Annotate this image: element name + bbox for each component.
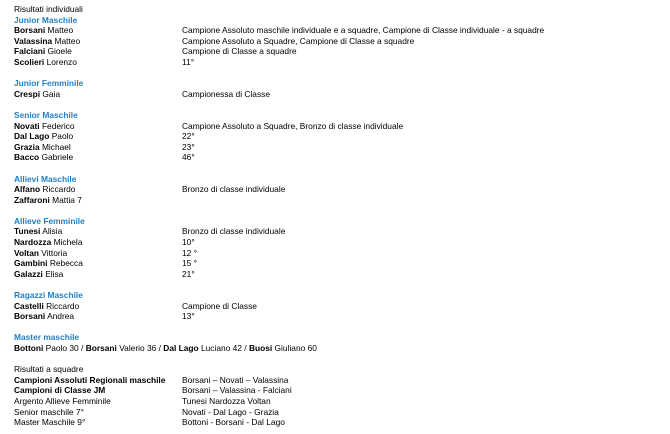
athlete-first-name: Vittoria	[41, 247, 68, 258]
master-results-line	[14, 343, 664, 354]
athlete-result: Campione di Classe	[182, 300, 257, 311]
master-detail: Giuliano 60	[274, 343, 317, 353]
team-label: Senior maschile 7°	[14, 406, 84, 417]
section-title: Allievi Maschile	[14, 173, 77, 184]
section-gap	[14, 322, 664, 333]
athlete-row	[14, 46, 664, 57]
master-detail: Valerio 36 /	[119, 343, 164, 353]
athlete-result: 23°	[182, 141, 195, 152]
team-results-header: Risultati a squadre	[14, 364, 84, 375]
athlete-name	[14, 184, 75, 195]
section-title-master: Master maschile	[14, 332, 80, 343]
athlete-row	[14, 25, 664, 36]
athlete-first-name: Elisa	[45, 268, 64, 279]
athlete-result: 13°	[182, 311, 195, 322]
section-gap	[14, 354, 664, 365]
athlete-first-name: Gabriele	[41, 152, 74, 163]
athlete-surname: Voltan	[14, 247, 39, 258]
master-surname: Bottoni	[14, 343, 44, 353]
athlete-result: Campione di Classe a squadre	[182, 46, 297, 57]
athlete-row	[14, 248, 664, 259]
athlete-surname: Galazzi	[14, 268, 43, 279]
team-row	[14, 396, 664, 407]
athlete-result: Campione Assoluto a Squadre, Campione di Classe a squadre	[182, 35, 415, 46]
athlete-row	[14, 142, 664, 153]
athlete-surname: Borsani	[14, 25, 46, 36]
athlete-row	[14, 301, 664, 312]
athlete-row	[14, 121, 664, 132]
athlete-row	[14, 258, 664, 269]
section-gap	[14, 279, 664, 290]
team-results-list	[14, 375, 664, 428]
athlete-surname: Zaffaroni	[14, 194, 50, 205]
individual-results-header: Risultati individuali	[14, 4, 83, 14]
section-title: Junior Femminile	[14, 78, 84, 89]
team-row	[14, 385, 664, 396]
athlete-first-name: Gaia	[42, 88, 61, 99]
section-title: Junior Maschile	[14, 14, 78, 25]
athlete-surname: Valassina	[14, 35, 53, 46]
team-label: Campioni Assoluti Regionali maschile	[14, 374, 166, 385]
athlete-name	[14, 25, 73, 36]
athlete-result: Campionessa di Classe	[182, 88, 270, 99]
master-surname: Buosi	[248, 343, 273, 353]
athlete-result: Bronzo di classe individuale	[182, 184, 286, 195]
team-row	[14, 417, 664, 428]
athlete-first-name: Gioele	[47, 46, 72, 57]
athlete-row	[14, 152, 664, 163]
section-title: Ragazzi Maschile	[14, 290, 83, 301]
athlete-surname: Nardozza	[14, 237, 52, 248]
athlete-first-name: Andrea	[47, 311, 75, 322]
results-document	[14, 4, 664, 428]
athlete-surname: Novati	[14, 120, 40, 131]
athlete-name	[14, 121, 75, 132]
athlete-name	[14, 311, 74, 322]
athlete-surname: Crespi	[14, 88, 41, 99]
athlete-surname: Alfano	[14, 184, 41, 195]
athlete-result: Campione Assoluto a Squadre, Bronzo di classe individuale	[182, 120, 404, 131]
athlete-first-name: Riccardo	[42, 184, 76, 195]
athlete-name	[14, 57, 77, 68]
athlete-first-name: Paolo	[51, 131, 74, 142]
athlete-result: 21°	[182, 268, 195, 279]
athlete-name	[14, 301, 79, 312]
section-title: Allieve Femminile	[14, 215, 85, 226]
athlete-surname: Dal Lago	[14, 131, 50, 142]
athlete-first-name: Michael	[41, 141, 71, 152]
athlete-result: 10°	[182, 237, 195, 248]
athlete-row	[14, 89, 664, 100]
athlete-first-name: Alisia	[42, 226, 63, 237]
athlete-surname: Gambini	[14, 258, 48, 269]
section-title: Senior Maschile	[14, 109, 78, 120]
master-surname: Dal Lago	[163, 343, 199, 353]
team-row	[14, 375, 664, 386]
athlete-first-name: Lorenzo	[46, 56, 77, 67]
athlete-name	[14, 195, 82, 206]
athlete-row	[14, 36, 664, 47]
athlete-name	[14, 237, 82, 248]
athlete-result: 22°	[182, 131, 195, 142]
team-members: Borsani – Novati – Valassina	[182, 374, 289, 385]
athlete-name	[14, 248, 67, 259]
athlete-surname: Falciani	[14, 46, 46, 57]
athlete-first-name: Riccardo	[46, 300, 80, 311]
team-members: Tunesi Nardozza Voltan	[182, 395, 271, 406]
athlete-name	[14, 226, 62, 237]
athlete-row	[14, 57, 664, 68]
athlete-row	[14, 131, 664, 142]
athlete-row	[14, 237, 664, 248]
athlete-result: Bronzo di classe individuale	[182, 226, 286, 237]
master-surname: Borsani	[85, 343, 117, 353]
athlete-surname: Scolieri	[14, 56, 45, 67]
athlete-first-name: Matteo	[47, 25, 74, 36]
team-label: Master Maschile 9°	[14, 417, 86, 428]
section-gap	[14, 68, 664, 79]
team-label: Argento Allieve Femminile	[14, 395, 111, 406]
team-members: Borsani – Valassina - Falciani	[182, 385, 292, 396]
team-label: Campioni di Classe JM	[14, 385, 106, 396]
athlete-surname: Tunesi	[14, 226, 41, 237]
master-detail: Paolo 30 /	[45, 343, 86, 353]
team-members: Novati - Dal Lago - Grazia	[182, 406, 279, 417]
section-gap	[14, 99, 664, 110]
athlete-result: 46°	[182, 152, 195, 163]
athlete-name	[14, 269, 63, 280]
athlete-name	[14, 89, 60, 100]
athlete-name	[14, 131, 73, 142]
athlete-result: Campione Assoluto maschile individuale e a squadre, Campione di Classe individuale - a squadre	[182, 25, 545, 36]
athlete-first-name: Federico	[41, 120, 75, 131]
sections-container	[14, 15, 664, 333]
athlete-surname: Grazia	[14, 141, 40, 152]
athlete-name	[14, 258, 83, 269]
athlete-name	[14, 46, 72, 57]
section-gap	[14, 205, 664, 216]
master-detail: Luciano 42 /	[200, 343, 249, 353]
athlete-row	[14, 269, 664, 280]
athlete-first-name: Matteo	[54, 35, 81, 46]
athlete-surname: Bacco	[14, 152, 40, 163]
team-members: Bottoni - Borsani - Dal Lago	[182, 417, 285, 428]
section-gap	[14, 163, 664, 174]
athlete-surname: Borsani	[14, 311, 46, 322]
athlete-row	[14, 311, 664, 322]
athlete-result: 15 °	[182, 258, 197, 269]
athlete-row	[14, 195, 664, 206]
athlete-first-name: Rebecca	[49, 258, 83, 269]
athlete-result: 12 °	[182, 247, 197, 258]
athlete-first-name: Michela	[53, 237, 83, 248]
athlete-first-name: Mattia 7	[52, 194, 82, 205]
team-row	[14, 407, 664, 418]
athlete-row	[14, 184, 664, 195]
athlete-surname: Castelli	[14, 300, 44, 311]
athlete-name	[14, 142, 71, 153]
athlete-row	[14, 226, 664, 237]
athlete-name	[14, 152, 73, 163]
athlete-result: 11°	[182, 56, 195, 67]
athlete-name	[14, 36, 80, 47]
